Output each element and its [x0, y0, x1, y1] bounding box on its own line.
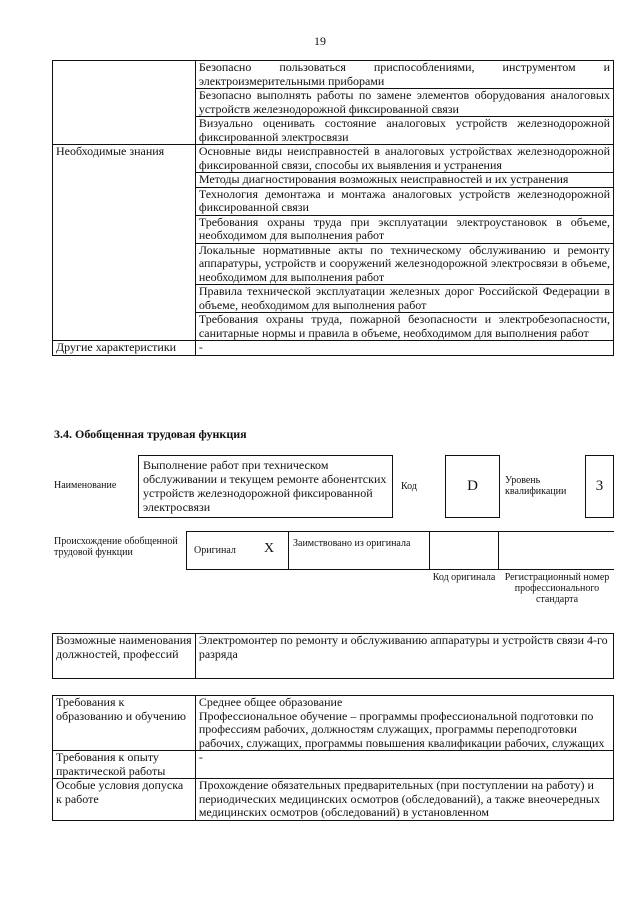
table-cell: Требования охраны труда при эксплуатации электроустановок в объеме, необходимом для выполнения работ: [195, 215, 613, 243]
table-cell: Основные виды неисправностей в аналоговых устройствах железнодорожной фиксированной связи, способы их выявления и устранения: [195, 145, 613, 173]
origin-row: [186, 531, 614, 570]
original-label: Оригинал: [194, 545, 236, 556]
table-label-cell: Требования к опыту практической работы: [53, 751, 196, 779]
name-value-box: Выполнение работ при техническом обслуживании и текущем ремонте абонентских устройств железнодорожной фиксированной электросвязи: [138, 455, 393, 518]
borrowed-label: Заимствовано из оригинала: [293, 538, 411, 549]
page-number: 19: [314, 34, 326, 48]
table-cell: Безопасно пользоваться приспособлениями, инструментом и электроизмерительными приборами: [195, 61, 613, 89]
table-cell: Методы диагностирования возможных неисправностей и их устранения: [195, 173, 613, 188]
level-label: Уровень квалификации: [505, 475, 567, 497]
level-value-box: 3: [585, 455, 614, 518]
table-cell: -: [195, 341, 613, 356]
knowledge-table: [52, 60, 614, 356]
table-cell: Локальные нормативные акты по техническому обслуживанию и ремонту аппаратуры, устройств и сооружений железнодорожной электросвязи в объеме, необходимом для выполнения работ: [195, 243, 613, 285]
table-label-cell: Другие характеристики: [53, 341, 196, 356]
table-cell: Требования охраны труда, пожарной безопасности и электробезопасности, санитарные нормы и правила в объеме, необходимом для выполнения работ: [195, 313, 613, 341]
table-cell: Безопасно выполнять работы по замене элементов оборудования аналоговых устройств железнодорожной фиксированной связи: [195, 89, 613, 117]
table-label-cell: Требования к образованию и обучению: [53, 696, 196, 751]
code-original-caption: Код оригинала: [432, 572, 496, 583]
table-cell: Среднее общее образование Профессиональное обучение – программы профессиональной подготовки по профессиям рабочих, должностям служащих, программы переподготовки рабочих, служащих, программы повышения квалификации рабочих, служащих: [195, 696, 613, 751]
origin-label: Происхождение обобщенной трудовой функции: [54, 536, 178, 558]
divider: [288, 531, 289, 570]
table-label-cell: [53, 61, 196, 145]
divider: [498, 531, 499, 570]
table-cell: Правила технической эксплуатации железных дорог Российской Федерации в объеме, необходимом для выполнения работ: [195, 285, 613, 313]
table-cell: Электромонтер по ремонту и обслуживанию аппаратуры и устройств связи 4-го разряда: [195, 634, 613, 679]
divider: [429, 531, 430, 570]
section-title: 3.4. Обобщенная трудовая функция: [54, 427, 247, 441]
reg-number-caption: Регистрационный номер профессионального стандарта: [504, 572, 610, 605]
positions-table: [52, 633, 614, 679]
code-value-box: D: [445, 455, 500, 518]
table-cell: -: [195, 751, 613, 779]
requirements-table: [52, 695, 614, 821]
table-cell: Прохождение обязательных предварительных (при поступлении на работу) и периодических медицинских осмотров (обследований), а также внеочередных медицинских осмотров (обследований) в установленном: [195, 779, 613, 821]
table-label-cell: Необходимые знания: [53, 145, 196, 341]
table-label-cell: Особые условия допуска к работе: [53, 779, 196, 821]
table-label-cell: Возможные наименования должностей, профессий: [53, 634, 196, 679]
table-cell: Технология демонтажа и монтажа аналоговых устройств железнодорожной фиксированной связи: [195, 187, 613, 215]
original-mark: X: [264, 541, 275, 556]
code-label: Код: [401, 481, 417, 492]
table-cell: Визуально оценивать состояние аналоговых устройств железнодорожной фиксированной электросвязи: [195, 117, 613, 145]
name-label: Наименование: [54, 480, 117, 491]
